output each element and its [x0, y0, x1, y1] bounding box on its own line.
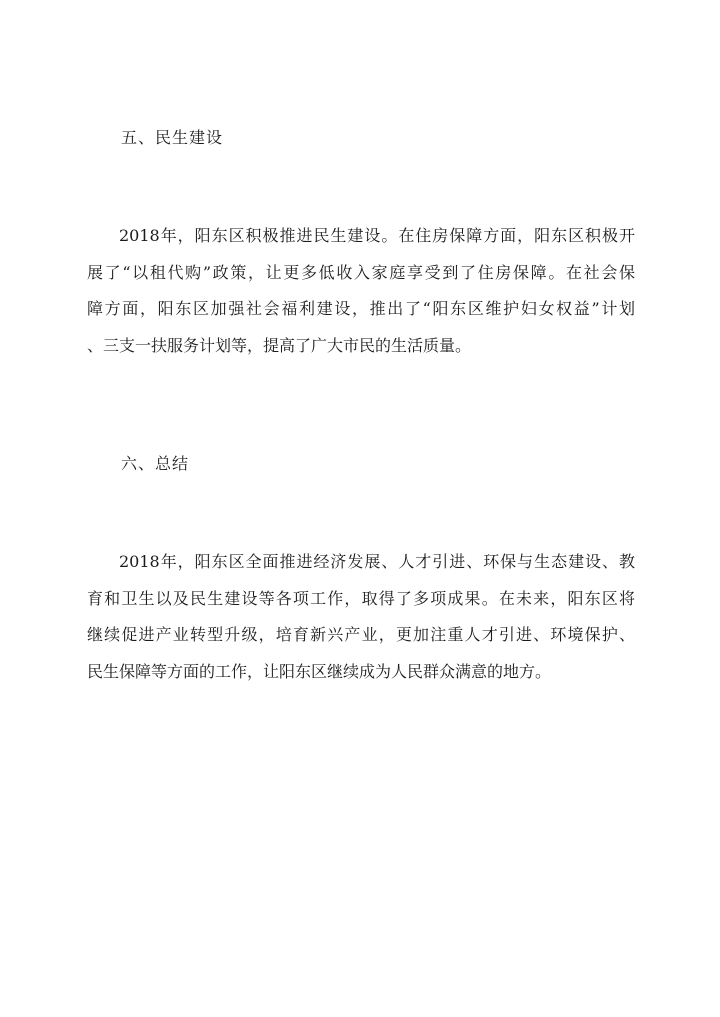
- section-paragraph-summary: [87, 544, 635, 690]
- paragraph-line: 、三支一扶服务计划等，提高了广大市民的生活质量。: [87, 335, 472, 355]
- paragraph-line: 民生保障等方面的工作，让阳东区继续成为人民群众满意的地方。: [87, 661, 552, 681]
- paragraph-line: 2018年，阳东区积极推进民生建设。在住房保障方面，阳东区积极开: [119, 226, 635, 245]
- section-paragraph-livelihood: [87, 218, 635, 364]
- paragraph-line: 2018年，阳东区全面推进经济发展、人才引进、环保与生态建设、教: [119, 552, 635, 571]
- section-heading-livelihood: 五、民生建设: [121, 128, 224, 147]
- paragraph-line: 育和卫生以及民生建设等各项工作，取得了多项成果。在未来，阳东区将: [87, 588, 635, 608]
- section-heading-summary: 六、总结: [121, 454, 190, 473]
- paragraph-line: 展了“以租代购”政策，让更多低收入家庭享受到了住房保障。在社会保: [87, 262, 635, 282]
- paragraph-line: 继续促进产业转型升级，培育新兴产业，更加注重人才引进、环境保护、: [87, 625, 635, 644]
- paragraph-line: 障方面，阳东区加强社会福利建设，推出了“阳东区维护妇女权益”计划: [87, 299, 635, 318]
